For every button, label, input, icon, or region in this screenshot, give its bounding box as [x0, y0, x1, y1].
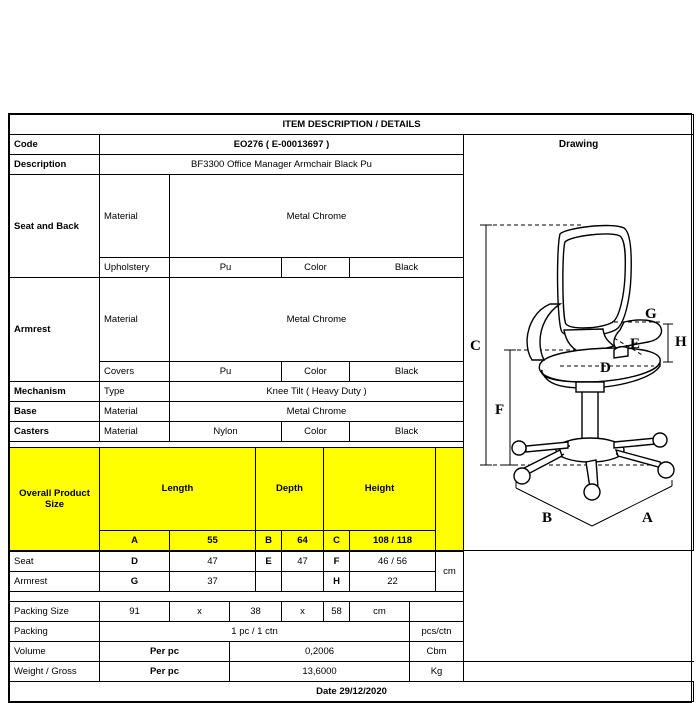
armrest-label: Armrest: [10, 278, 100, 381]
dim-a-letter: A: [100, 531, 170, 551]
dim-f-value: 46 / 56: [350, 552, 436, 572]
blank-cell-1: [256, 572, 282, 592]
armrest-covers-value: Pu: [170, 361, 282, 381]
page-title: ITEM DESCRIPTION / DETAILS: [10, 115, 694, 135]
blank-cell-2: [282, 572, 324, 592]
dim-a-value: 55: [170, 531, 256, 551]
size-unit-cm: cm: [436, 552, 464, 592]
size-detail-table: [9, 551, 694, 702]
armrest-material-label: Material: [100, 278, 170, 361]
dim-h-value: 22: [350, 572, 436, 592]
seat-back-color-value: Black: [350, 258, 464, 278]
base-material-label: Material: [100, 401, 170, 421]
date-footer: Date 29/12/2020: [10, 682, 694, 702]
size-unit-spacer: [436, 447, 464, 550]
dim-g-value: 37: [170, 572, 256, 592]
chair-drawing: [464, 150, 692, 550]
mechanism-label: Mechanism: [10, 381, 100, 401]
packing-unit: cm: [350, 602, 410, 622]
dim-c-value: 108 / 118: [350, 531, 436, 551]
armrest-size-label: Armrest: [10, 572, 100, 592]
height-label: Height: [324, 447, 436, 530]
dim-b-value: 64: [282, 531, 324, 551]
drawing-column-lower: [464, 552, 694, 662]
weight-row: [10, 662, 694, 682]
item-description-sheet: [8, 113, 692, 703]
weight-unit: Kg: [410, 662, 464, 682]
dim-letter-E: E: [630, 336, 641, 352]
dim-e-letter: E: [256, 552, 282, 572]
packing-size-label: Packing Size: [10, 602, 100, 622]
spec-table: [9, 114, 694, 551]
casters-label: Casters: [10, 421, 100, 441]
packing-unit-pcsctn: pcs/ctn: [410, 622, 464, 642]
casters-material-value: Nylon: [170, 421, 282, 441]
volume-per: Per pc: [100, 642, 230, 662]
armrest-material-value: Metal Chrome: [170, 278, 464, 361]
weight-value: 13,6000: [230, 662, 410, 682]
drawing-cell: [464, 135, 694, 551]
casters-color-value: Black: [350, 421, 464, 441]
packing-value: 1 pc / 1 ctn: [100, 622, 410, 642]
seat-size-label: Seat: [10, 552, 100, 572]
armrest-color-value: Black: [350, 361, 464, 381]
packing-length: 91: [100, 602, 170, 622]
dim-letter-A: A: [642, 510, 653, 526]
packing-x2: x: [282, 602, 324, 622]
code-label: Code: [10, 135, 100, 155]
dim-b-letter: B: [256, 531, 282, 551]
packing-x1: x: [170, 602, 230, 622]
drawing-label: Drawing: [558, 139, 599, 150]
packing-size-blank: [410, 602, 464, 622]
casters-color-label: Color: [282, 421, 350, 441]
weight-label: Weight / Gross: [10, 662, 100, 682]
packing-width: 38: [230, 602, 282, 622]
seat-back-material-value: Metal Chrome: [170, 175, 464, 258]
overall-product-size-label: Overall Product Size: [10, 447, 100, 550]
mechanism-type-value: Knee Tilt ( Heavy Duty ): [170, 381, 464, 401]
dim-letter-F: F: [495, 402, 505, 418]
mechanism-type-label: Type: [100, 381, 170, 401]
depth-label: Depth: [256, 447, 324, 530]
code-value: EO276 ( E-00013697 ): [100, 135, 464, 155]
base-material-value: Metal Chrome: [170, 401, 464, 421]
table-row: [10, 135, 694, 155]
sheet-title-row: [10, 115, 694, 135]
armrest-color-label: Color: [282, 361, 350, 381]
seat-back-upholstery-label: Upholstery: [100, 258, 170, 278]
dim-letter-G: G: [645, 306, 657, 322]
dim-c-letter: C: [324, 531, 350, 551]
drawing-column-bottom: [464, 662, 694, 682]
length-label: Length: [100, 447, 256, 530]
seat-size-row: [10, 552, 694, 572]
volume-unit: Cbm: [410, 642, 464, 662]
dim-letter-C: C: [470, 338, 481, 354]
description-value: BF3300 Office Manager Armchair Black Pu: [100, 155, 464, 175]
dim-letter-B: B: [542, 510, 553, 526]
dim-d-value: 47: [170, 552, 256, 572]
dim-letter-H: H: [675, 334, 687, 350]
dim-g-letter: G: [100, 572, 170, 592]
volume-label: Volume: [10, 642, 100, 662]
date-row: [10, 682, 694, 702]
packing-height: 58: [324, 602, 350, 622]
description-label: Description: [10, 155, 100, 175]
dim-f-letter: F: [324, 552, 350, 572]
seat-back-upholstery-value: Pu: [170, 258, 282, 278]
casters-material-label: Material: [100, 421, 170, 441]
volume-value: 0,2006: [230, 642, 410, 662]
seat-back-color-label: Color: [282, 258, 350, 278]
dim-h-letter: H: [324, 572, 350, 592]
dim-letter-D: D: [600, 360, 611, 376]
dim-d-letter: D: [100, 552, 170, 572]
armrest-covers-label: Covers: [100, 361, 170, 381]
base-label: Base: [10, 401, 100, 421]
dim-e-value: 47: [282, 552, 324, 572]
packing-label: Packing: [10, 622, 100, 642]
seat-and-back-label: Seat and Back: [10, 175, 100, 278]
weight-per: Per pc: [100, 662, 230, 682]
seat-back-material-label: Material: [100, 175, 170, 258]
